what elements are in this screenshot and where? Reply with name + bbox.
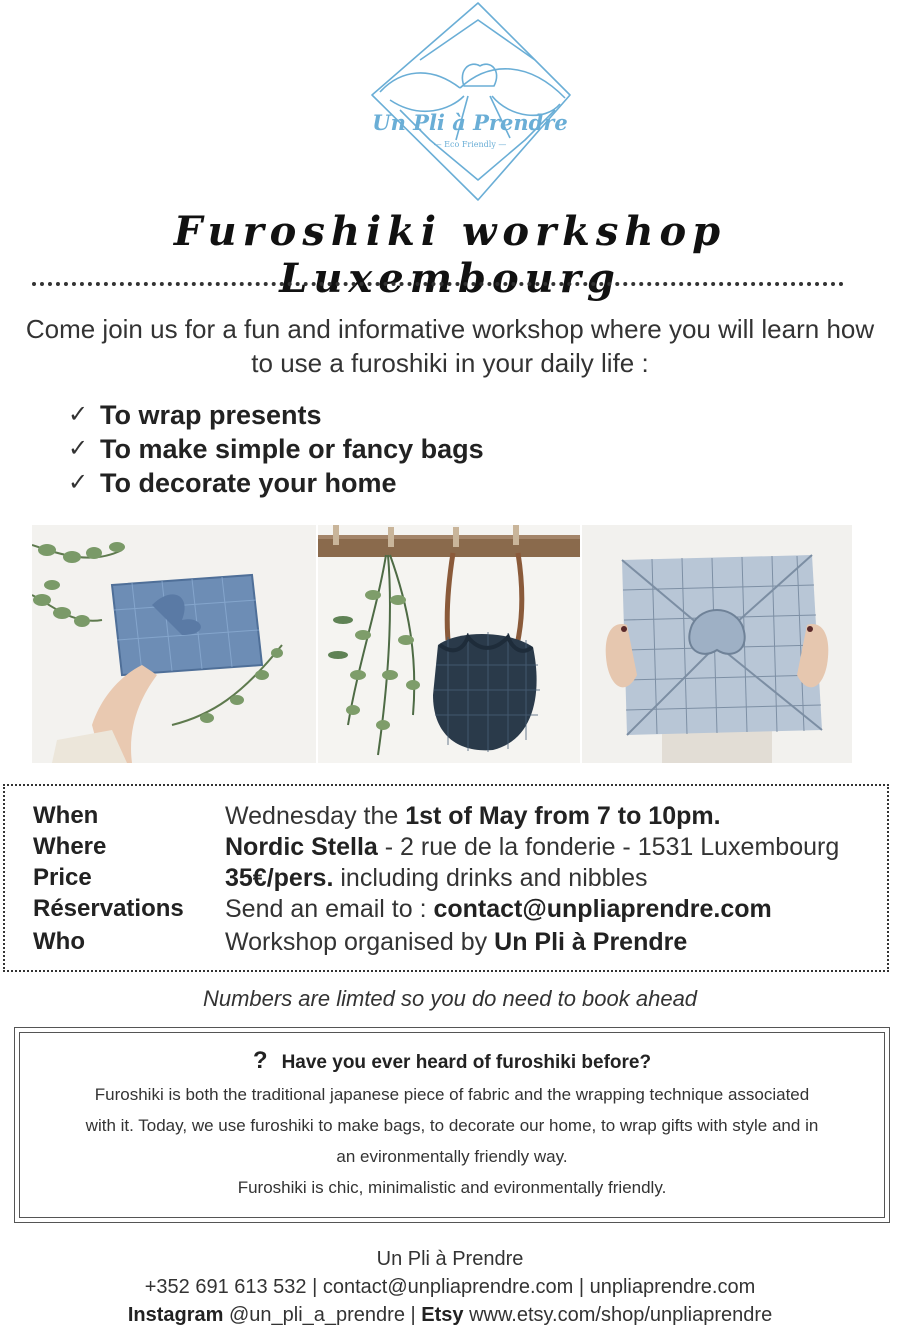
logo-tagline: — Eco Friendly —	[433, 140, 507, 149]
title-divider	[32, 282, 844, 286]
detail-label: Price	[33, 864, 92, 891]
hanging-bag-photo	[318, 525, 580, 763]
intro-text: Come join us for a fun and informative workshop where you will learn how to use a furoshiki in your daily life :	[25, 314, 875, 378]
detail-label: Réservations	[33, 895, 184, 922]
faq-answer: Furoshiki is both the traditional japanese piece of fabric and the wrapping technique associated with it. Today, we use furoshiki to make bags, to decorate our home, to wrap gifts with style and in an evironmentally friendly way. Furoshiki is chic, minimalistic and evironmentally friendly.	[85, 1085, 819, 1197]
detail-label: Where	[33, 833, 107, 860]
detail-value: 35€/pers. including drinks and nibbles	[225, 863, 648, 892]
logo-brand-text: Un Pli à Prendre	[372, 110, 568, 135]
list-item	[68, 398, 484, 432]
email-link[interactable]: contact@unpliaprendre.com	[433, 894, 772, 923]
question-mark-icon: ?	[252, 1047, 268, 1074]
detail-label: Who	[33, 928, 85, 955]
instagram-link[interactable]: @un_pli_a_prendre |	[223, 1304, 422, 1326]
faq-question: ? Have you ever heard of furoshiki before?	[252, 1047, 652, 1074]
footer-brand: Un Pli à Prendre	[376, 1248, 524, 1270]
list-item-label: To wrap presents	[100, 400, 322, 430]
list-item	[68, 466, 484, 500]
logo	[360, 0, 580, 205]
page-title: Furoshiki workshop Luxembourg	[173, 208, 727, 302]
checkmark-icon: ✓	[68, 469, 89, 496]
checkmark-icon: ✓	[68, 401, 89, 428]
detail-label: When	[33, 802, 99, 829]
faq-inner-border	[19, 1032, 885, 1218]
wrapped-cushion-photo	[582, 525, 852, 763]
furoshiki-knot-icon	[360, 0, 580, 205]
detail-when	[33, 800, 721, 832]
etsy-label: Etsy	[421, 1304, 464, 1326]
footer	[0, 1245, 900, 1329]
detail-reservations	[33, 893, 772, 925]
detail-price	[33, 862, 648, 894]
detail-value: Wednesday the 1st of May from 7 to 10pm.	[225, 801, 721, 830]
instagram-label: Instagram	[127, 1304, 224, 1326]
booking-note: Numbers are limted so you do need to book ahead	[202, 986, 698, 1011]
checkmark-icon: ✓	[68, 435, 89, 462]
wrapped-gift-photo	[32, 525, 316, 763]
event-details	[3, 784, 889, 972]
detail-value: Workshop organised by Un Pli à Prendre	[225, 927, 688, 956]
list-item-label: To make simple or fancy bags	[100, 434, 484, 464]
detail-value: Nordic Stella - 2 rue de la fonderie - 1531 Luxembourg	[225, 832, 840, 861]
detail-where	[33, 831, 839, 863]
footer-social	[0, 1301, 900, 1329]
list-item-label: To decorate your home	[100, 468, 397, 498]
etsy-link[interactable]: www.etsy.com/shop/unpliaprendre	[463, 1304, 773, 1326]
footer-contact: +352 691 613 532 | contact@unpliaprendre.com | unpliaprendre.com	[144, 1276, 756, 1298]
benefits-list	[68, 398, 484, 500]
detail-value: Send an email to : contact@unpliaprendre.com	[225, 894, 772, 923]
list-item	[68, 432, 484, 466]
faq-box	[14, 1027, 890, 1223]
detail-who	[33, 926, 687, 958]
photo-strip	[32, 525, 852, 763]
